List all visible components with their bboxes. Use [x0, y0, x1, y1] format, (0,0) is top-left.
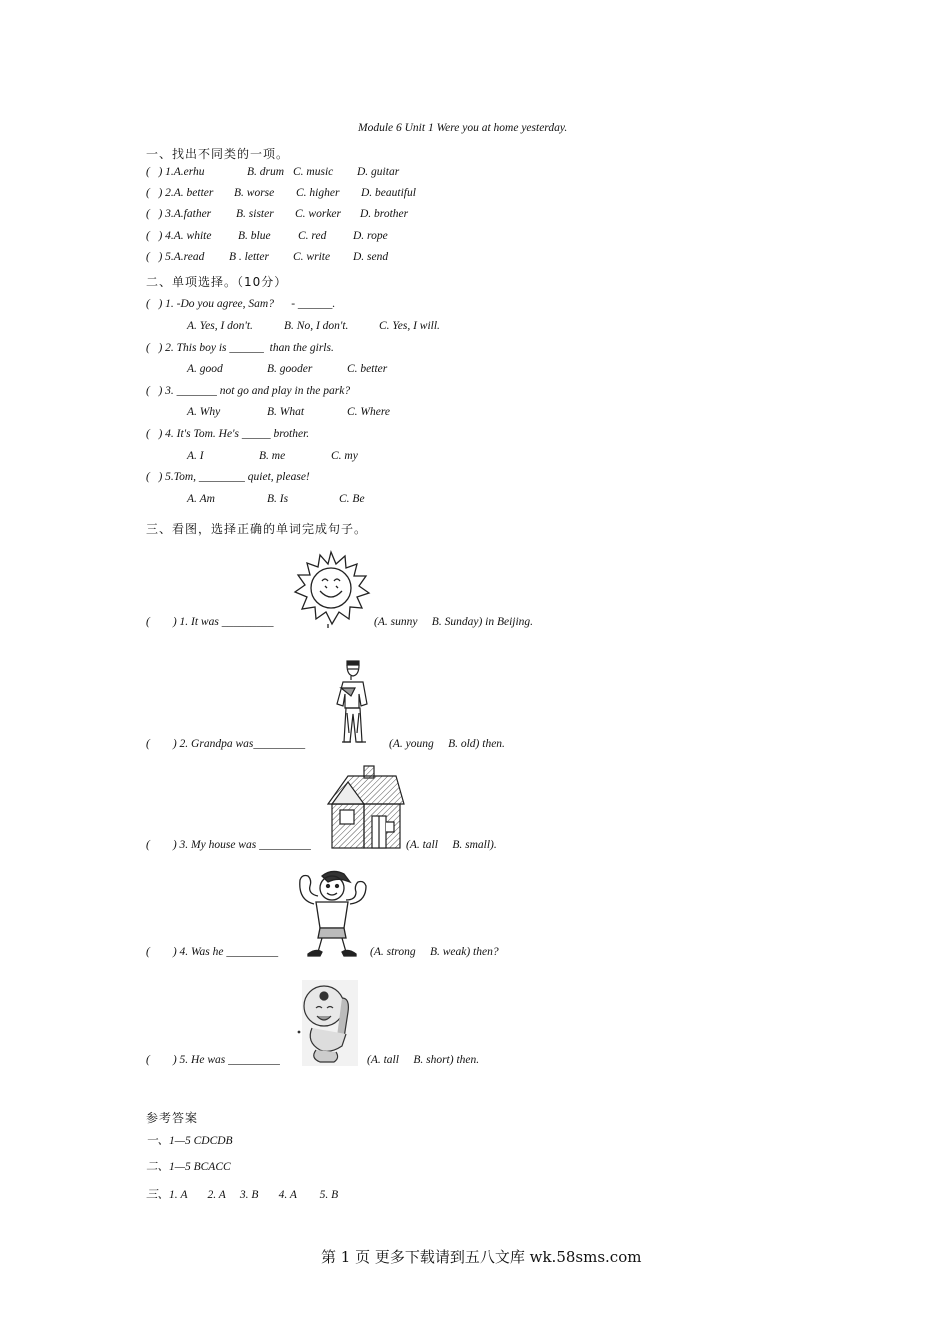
answer-line: 二、1—5 BCACC — [146, 1161, 231, 1173]
picture-question: ( ) 4. Was he _________ — [146, 946, 279, 958]
picture-question: ( ) 5. He was _________ — [146, 1054, 280, 1066]
answers-heading: 参考答案 — [146, 1111, 199, 1125]
strong-boy-icon — [292, 868, 370, 960]
baby-icon — [296, 978, 362, 1070]
house-icon — [326, 764, 406, 854]
picture-options: (A. sunny B. Sunday) in Beijing. — [374, 616, 534, 628]
section1-heading: 一、找出不同类的一项。 — [146, 147, 290, 161]
picture-question: ( ) 2. Grandpa was_________ — [146, 738, 306, 750]
section2-heading: 二、单项选择。（10分） — [146, 275, 288, 289]
picture-question: ( ) 1. It was _________ — [146, 616, 274, 628]
grandpa-icon — [333, 658, 375, 748]
picture-options: (A. tall B. small). — [406, 839, 497, 851]
page-title: Module 6 Unit 1 Were you at home yesterday. — [358, 122, 568, 134]
picture-options: (A. tall B. short) then. — [367, 1054, 480, 1066]
answer-line: 三、1. A 2. A 3. B 4. A 5. B — [146, 1189, 339, 1201]
picture-options: (A. strong B. weak) then? — [370, 946, 499, 958]
page-footer: 第 1 页 更多下载请到五八文库 wk.58sms.com — [321, 1248, 642, 1266]
picture-options: (A. young B. old) then. — [389, 738, 505, 750]
picture-question: ( ) 3. My house was _________ — [146, 839, 311, 851]
section3-heading: 三、看图，选择正确的单词完成句子。 — [146, 522, 368, 536]
sun-icon — [290, 548, 372, 628]
answer-line: 一、1—5 CDCDB — [146, 1135, 233, 1147]
